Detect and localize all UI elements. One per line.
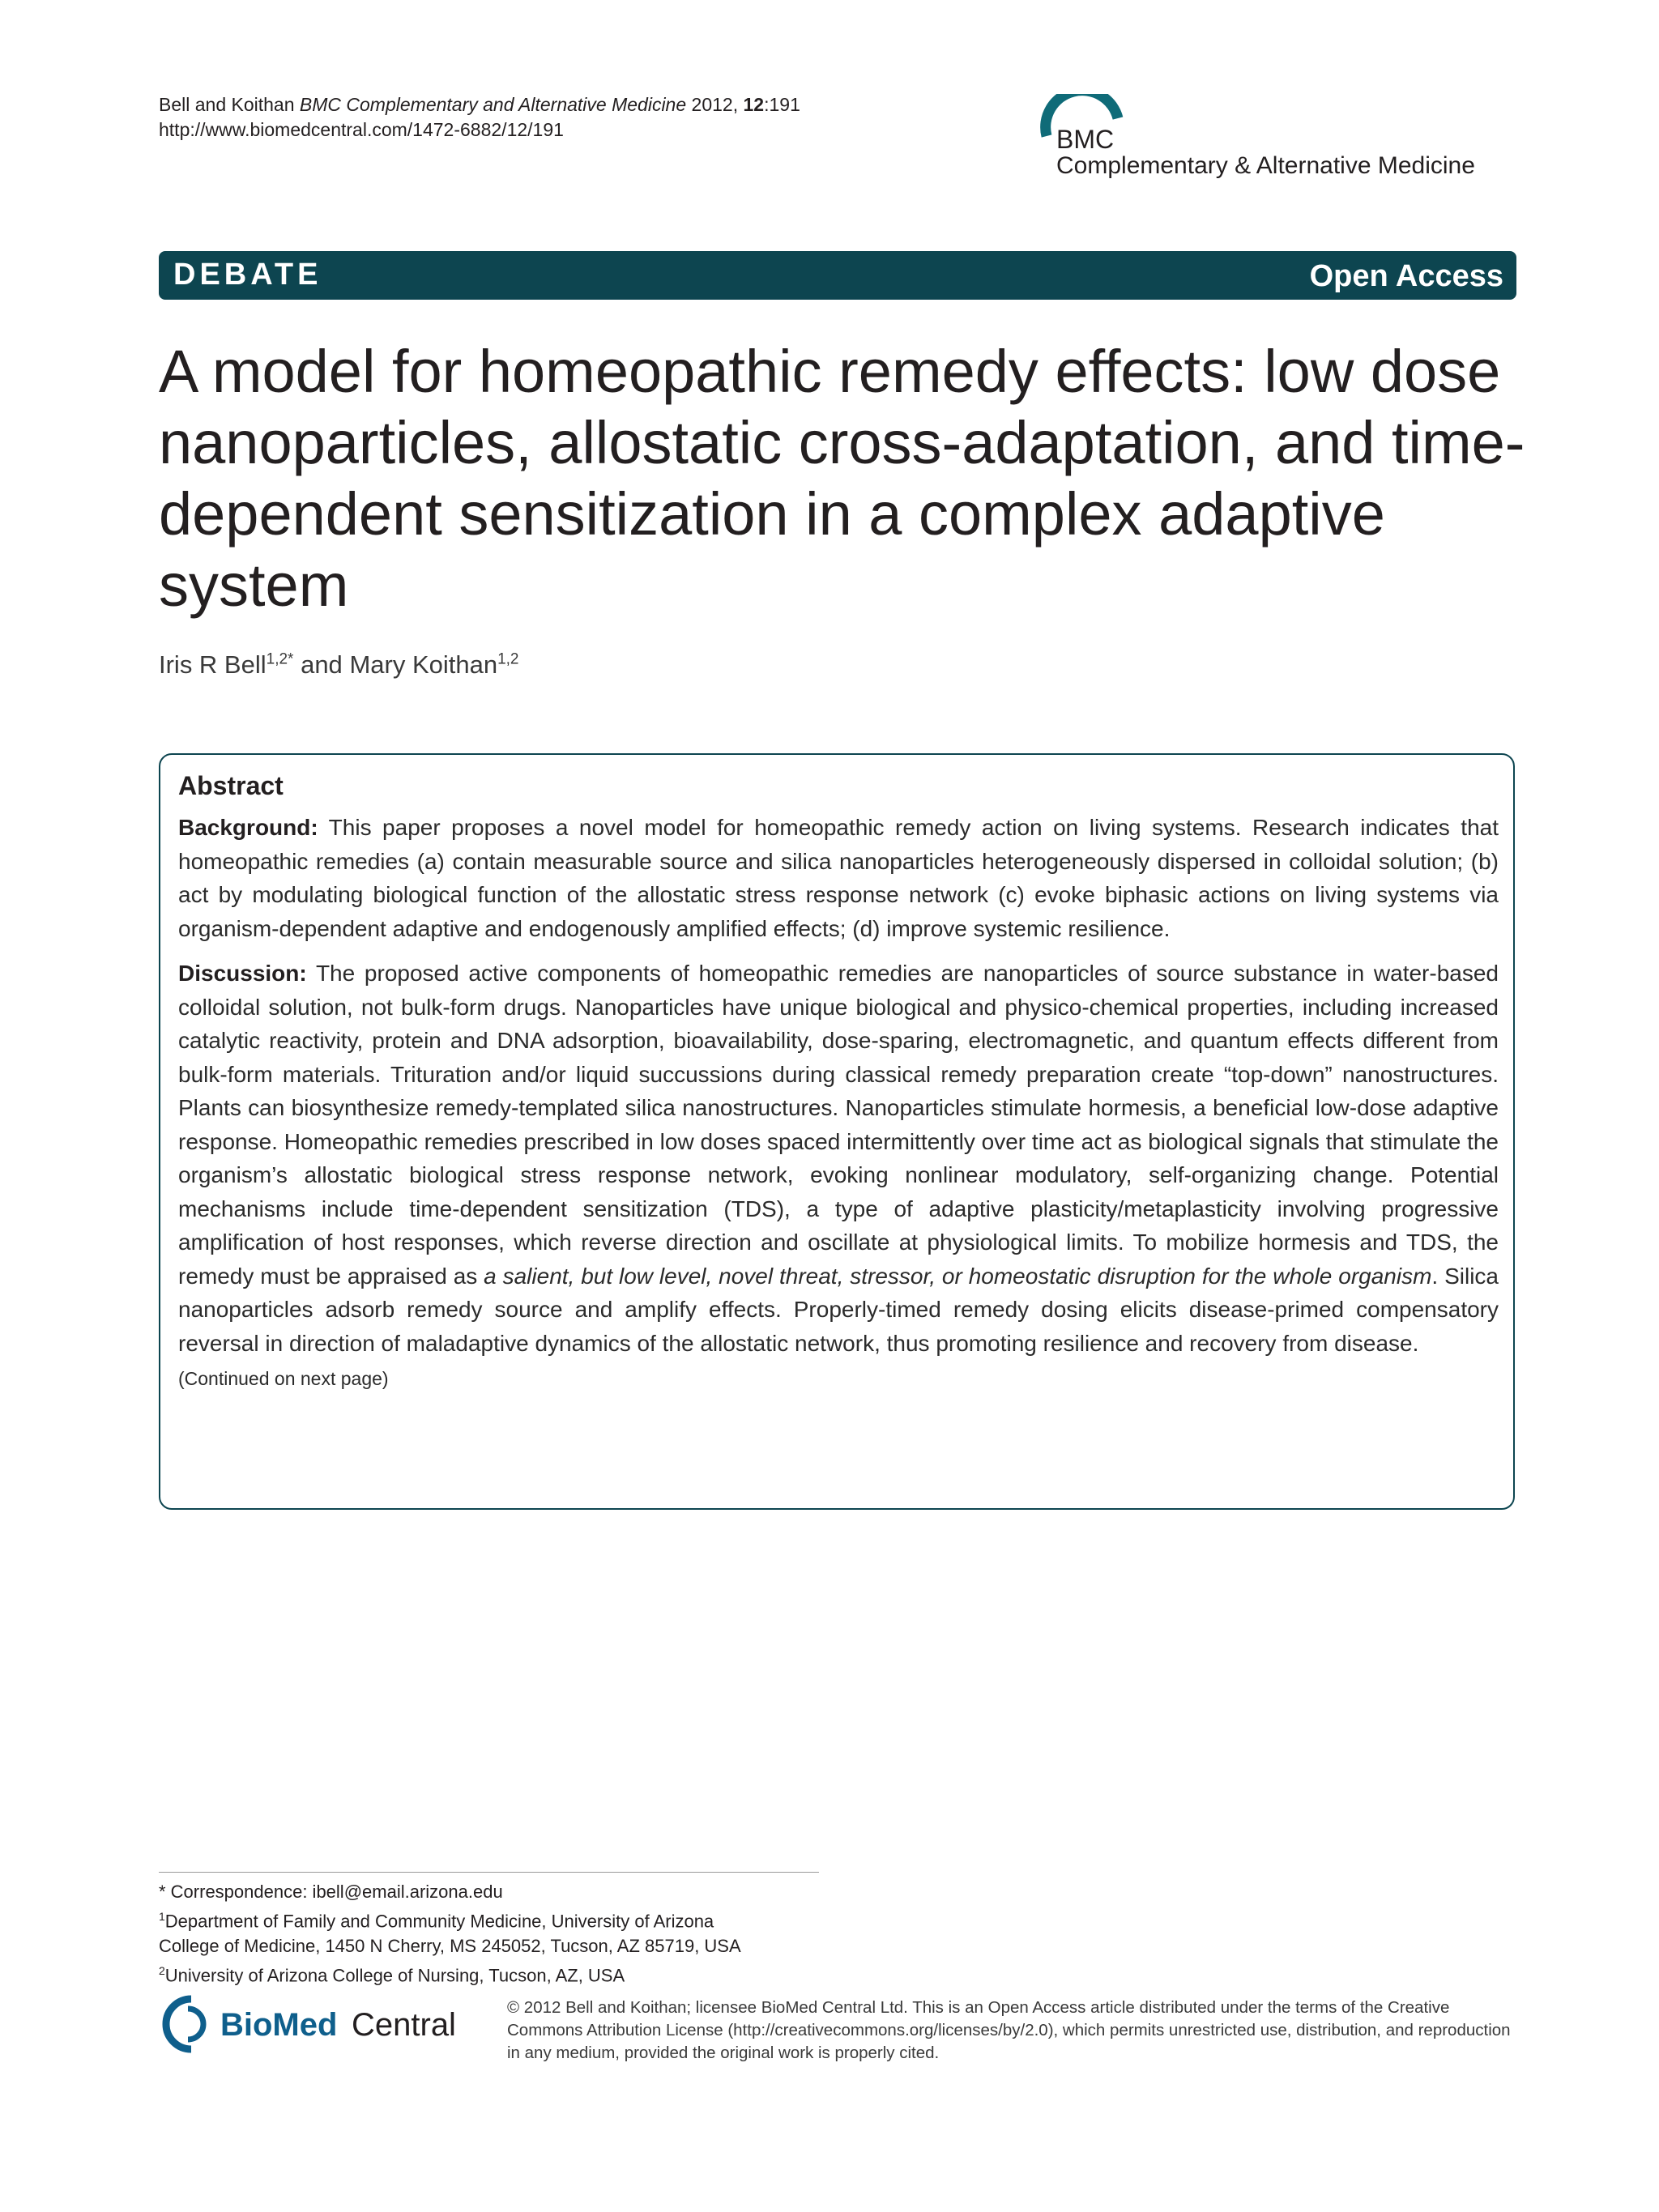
affiliation-text: Department of Family and Community Medicine, University of Arizona	[164, 1911, 714, 1932]
footnotes	[159, 1879, 741, 1988]
journal-logo	[1037, 94, 1523, 191]
article-title: A model for homeopathic remedy effects: low dose nanoparticles, allostatic cross-adaptation, and time-dependent sensitization in a complex adaptive system	[159, 338, 1525, 619]
affiliation-1	[159, 1904, 741, 1933]
discussion-text-end: . Silica nanoparticles adsorb remedy source and amplify effects. Properly-timed remedy dosing elicits disease-primed compensatory reversal in direction of maladaptive dynamics of the allostatic network, thus promoting resilience and recovery from disease.	[178, 1263, 1499, 1356]
journal-logo-name: Complementary & Alternative Medicine	[1056, 152, 1475, 179]
abstract-background	[178, 811, 1499, 945]
continued-note: (Continued on next page)	[178, 1368, 389, 1389]
author-name: Mary Koithan	[349, 650, 498, 679]
citation-url[interactable]: http://www.biomedcentral.com/1472-6882/12/191	[159, 119, 564, 140]
open-access-label: Open Access	[1309, 259, 1503, 293]
author-connector: and	[301, 650, 343, 679]
abstract-heading: Abstract	[178, 771, 284, 800]
discussion-label: Discussion:	[178, 961, 307, 986]
affiliation-number: 2	[159, 1964, 165, 1978]
citation-authors: Bell and Koithan	[159, 94, 295, 115]
correspondence: * Correspondence: ibell@email.arizona.edu	[159, 1882, 503, 1902]
biomed-central-logo-icon	[159, 1994, 483, 2054]
publisher-logo-light: Central	[352, 2007, 456, 2043]
affiliation-text: University of Arizona College of Nursing, Tucson, AZ, USA	[164, 1965, 625, 1986]
citation-header	[159, 92, 800, 143]
affiliation-number: 1	[159, 1910, 165, 1923]
article-type-banner	[159, 251, 1516, 300]
footnote-divider	[159, 1872, 819, 1873]
affiliation-1-cont: College of Medicine, 1450 N Cherry, MS 245052, Tucson, AZ 85719, USA	[159, 1936, 741, 1957]
author-affiliation-sup: 1,2	[497, 650, 519, 668]
citation-journal: BMC Complementary and Alternative Medicine	[299, 94, 687, 115]
discussion-italic: a salient, but low level, novel threat, stressor, or homeostatic disruption for the whole organism	[484, 1263, 1432, 1289]
discussion-text: The proposed active components of homeopathic remedies are nanoparticles of source substance in water-based colloidal solution, not bulk-form drugs. Nanoparticles have unique biological and physico-chemical properties, including increased catalytic reactivity, protein and DNA adsorption, bioavailability, dose-sparing, electromagnetic, and quantum effects different from bulk-form materials. Trituration and/or liquid succussions during classical remedy preparation create “top-down” nanostructures. Plants can biosynthesize remedy-templated silica nanostructures. Nanoparticles stimulate hormesis, a beneficial low-dose adaptive response. Homeopathic remedies prescribed in low doses spaced intermittently over time act as biological signals that stimulate the organism’s allostatic biological stress response network, evoking nonlinear modulatory, self-organizing change. Potential mechanisms include time-dependent sensitization (TDS), a type of adaptive plasticity/metaplasticity involving progressive amplification of host responses, which reverse direction and oscillate at physiological limits. To mobilize hormesis and TDS, the remedy must be appraised as	[178, 961, 1499, 1289]
affiliation-2	[159, 1958, 741, 1988]
author-name: Iris R Bell	[159, 650, 267, 679]
author-affiliation-sup: 1,2*	[266, 650, 294, 668]
license-text: © 2012 Bell and Koithan; licensee BioMed Central Ltd. This is an Open Access article distributed under the terms of the Creative Commons Attribution License (http://creativecommons.org/licenses/by/2.0), which permits unrestricted use, distribution, and reproduction in any medium, provided the original work is properly cited.	[507, 1998, 1511, 2062]
publisher-logo-bold: BioMed	[220, 2007, 338, 2043]
abstract-box	[159, 753, 1515, 1510]
citation-volume: 12	[743, 94, 765, 115]
abstract-discussion	[178, 957, 1499, 1360]
publisher-logo	[159, 1994, 483, 2054]
article-type: DEBATE	[173, 258, 322, 292]
background-text: This paper proposes a novel model for homeopathic remedy action on living systems. Research indicates that homeopathic remedies (a) contain measurable source and silica nanoparticles heterogeneously dispersed in colloidal solution; (b) act by modulating biological function of the allostatic stress response network (c) evoke biphasic actions on living systems via organism-dependent adaptive and endogenously amplified effects; (d) improve systemic resilience.	[178, 815, 1499, 941]
author-list	[159, 650, 519, 680]
citation-year: 2012,	[691, 94, 739, 115]
citation-line	[159, 92, 800, 117]
citation-article: :191	[764, 94, 800, 115]
journal-logo-word: BMC	[1056, 125, 1115, 154]
background-label: Background:	[178, 815, 318, 840]
